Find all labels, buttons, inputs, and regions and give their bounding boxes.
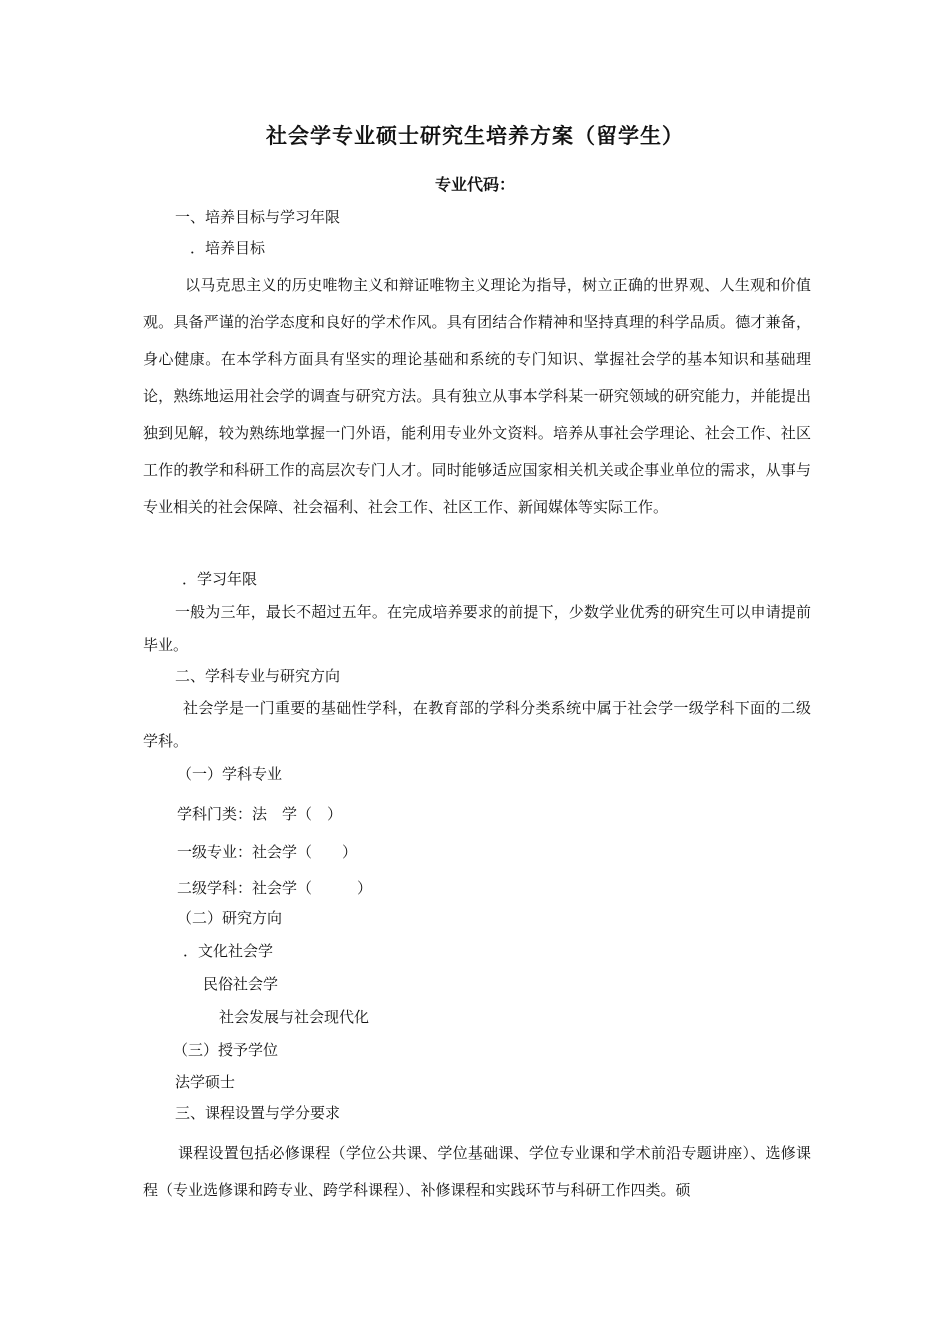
curriculum-paragraph: 课程设置包括必修课程（学位公共课、学位基础课、学位专业课和学术前沿专题讲座）、选修课程（专业选修课和跨专业、跨学科课程）、补修课程和实践环节与科研工作四类。硕 bbox=[143, 1144, 811, 1199]
training-objective-paragraph: 以马克思主义的历史唯物主义和辩证唯物主义理论为指导，树立正确的世界观、人生观和价值观。具备严谨的治学态度和良好的学术作风。具有团结合作精神和坚持真理的科学品质。德才兼备，身心健康。在本学科方面具有坚实的理论基础和系统的专门知识、掌握社会学的基本知识和基础理论，熟练地运用社会学的调查与研究方法。具有独立从事本学科某一研究领域的研究能力，并能提出独到见解，较为熟练地掌握一门外语，能利用专业外文资料。培养从事社会学理论、社会工作、社区工作的教学和科研工作的高层次专门人才。同时能够适应国家相关机关或企事业单位的需求，从事与专业相关的社会保障、社会福利、社会工作、社区工作、新闻媒体等实际工作。 bbox=[143, 276, 811, 516]
section-2-2-heading: （二）研究方向 bbox=[177, 909, 283, 927]
section-1-2-heading: ．学习年限 bbox=[182, 570, 258, 588]
degree-awarded: 法学硕士 bbox=[175, 1073, 236, 1091]
research-direction-3: 社会发展与社会现代化 bbox=[219, 1008, 370, 1026]
study-duration-paragraph: 一般为三年，最长不超过五年。在完成培养要求的前提下，少数学业优秀的研究生可以申请提前毕业。 bbox=[143, 603, 811, 654]
section-1-heading: 一、培养目标与学习年限 bbox=[175, 208, 341, 226]
section-1-1-heading: ．培养目标 bbox=[190, 239, 266, 257]
second-level-discipline: 二级学科：社会学（ ） bbox=[177, 879, 373, 897]
section-2-3-heading: （三）授予学位 bbox=[173, 1041, 279, 1059]
research-direction-2: 民俗社会学 bbox=[203, 975, 279, 993]
section-2-1-heading: （一）学科专业 bbox=[177, 765, 283, 783]
section-2-heading: 二、学科专业与研究方向 bbox=[175, 667, 341, 685]
first-level-discipline: 一级专业：社会学（ ） bbox=[177, 843, 358, 861]
section-3-heading: 三、课程设置与学分要求 bbox=[175, 1104, 341, 1122]
research-direction-1: ．文化社会学 bbox=[183, 942, 274, 960]
discipline-category: 学科门类：法 学（ ） bbox=[177, 805, 343, 823]
discipline-paragraph: 社会学是一门重要的基础性学科，在教育部的学科分类系统中属于社会学一级学科下面的二级学科。 bbox=[143, 699, 811, 750]
page-title: 社会学专业硕士研究生培养方案（留学生） bbox=[266, 124, 684, 148]
program-code-label: 专业代码： bbox=[434, 175, 515, 194]
